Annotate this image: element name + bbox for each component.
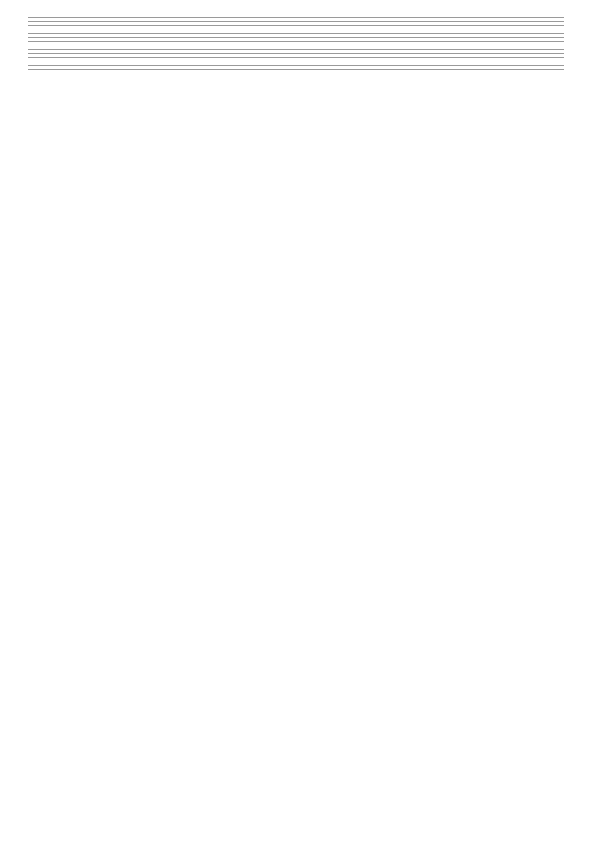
toc-item <box>28 464 564 471</box>
substance-cell <box>28 66 218 70</box>
toc-title <box>28 326 88 336</box>
section-heading <box>28 42 564 50</box>
toc-item <box>28 376 564 383</box>
toc-item <box>28 406 564 413</box>
section-heading-row <box>28 26 564 34</box>
toc-item <box>28 413 564 420</box>
toc-item <box>28 486 564 493</box>
toc-item <box>28 340 564 347</box>
section-heading <box>28 58 564 66</box>
toc-item <box>28 428 564 435</box>
section-heading <box>28 26 564 34</box>
table-body <box>28 14 564 70</box>
toc-item <box>28 362 564 369</box>
table-of-contents <box>28 340 564 508</box>
toc-item <box>28 384 564 391</box>
toc-item <box>28 501 564 508</box>
toc-item <box>28 493 564 500</box>
section-heading-row <box>28 58 564 66</box>
toc-item <box>28 398 564 405</box>
toc-item <box>28 471 564 478</box>
toc-item <box>28 479 564 486</box>
toc-item <box>28 355 564 362</box>
toc-item <box>28 457 564 464</box>
toc-item <box>28 420 564 427</box>
table-row <box>28 66 564 70</box>
toc-item <box>28 369 564 376</box>
toc-item <box>28 435 564 442</box>
hazard-cell <box>218 66 564 70</box>
toc-item <box>28 391 564 398</box>
section-heading-row <box>28 42 564 50</box>
toc-item <box>28 442 564 449</box>
substances-table <box>28 14 564 70</box>
toc-item <box>28 347 564 354</box>
toc-item <box>28 449 564 456</box>
